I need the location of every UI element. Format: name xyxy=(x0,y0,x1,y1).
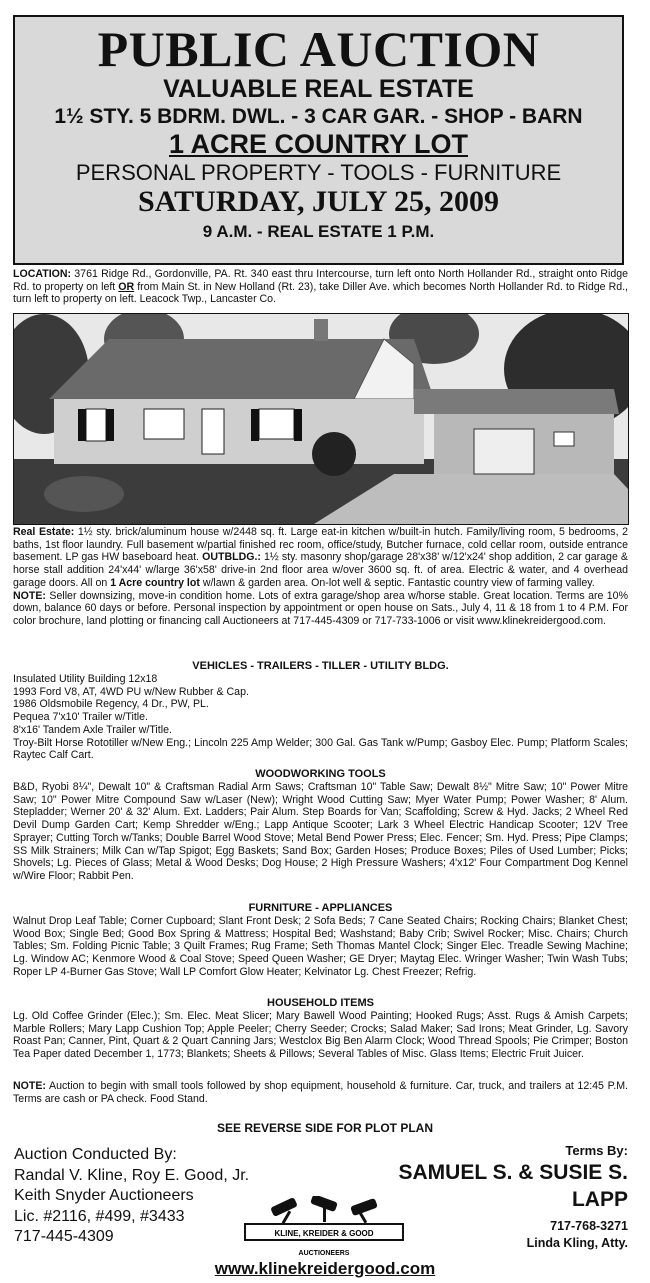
real-estate-text-a: 1½ sty. brick/aluminum house w/2448 sq. ft. Large eat-in kitchen w/built-in hutch. Family/living room, 5 bedrooms, 2 baths, 1st floor laundry. Full basement w/partial finished rec room, office/study, Butcher furnace, cold cellar room, outside entrance basement. LP gas HW baseboard heat. xyxy=(13,526,628,564)
household-heading: HOUSEHOLD ITEMS xyxy=(267,997,374,1009)
logo-sub-text: AUCTIONEERS xyxy=(298,1250,350,1257)
vehicle-line-last: Troy-Bilt Horse Rototiller w/New Eng.; Lincoln 225 Amp Welder; 300 Gal. Gas Tank w/Pump; Gasboy Elec. Pump; Platform Scales; Raytec Calf Cart. xyxy=(13,736,628,762)
vehicle-line: 1993 Ford V8, AT, 4WD PU w/New Rubber & Cap. xyxy=(13,685,249,698)
website-link[interactable]: www.klinekreidergood.com xyxy=(214,1259,436,1278)
furniture-text: Walnut Drop Leaf Table; Corner Cupboard; Slant Front Desk; 2 Sofa Beds; 7 Cane Seated Chairs; Rocking Chairs; Blanket Chest; Wood Box; Single Bed; Good Box Spring & Mattress; Hospital Bed; Washstand; Baby Crib; Swivel Rocker; Misc. Chairs; Church Tables; Sm. Folding Picnic Table; 3 Quilt Frames; Rug Frame; Seth Thomas Mantel Clock; Singer Elec. Treadle Sewing Machine; Lg. Window AC; Kenmore Wood & Coal Stove; Speed Queen Washer; GE Dryer; Maytag Elec. Wringer Washer; Twin Wash Tubs; Roper LP 4-Burner Gas Stove; Wall LP Comfort Glow Heater; Kelvinator Lg. Chest Freezer; Refrig. xyxy=(13,915,628,978)
see-reverse-note: SEE REVERSE SIDE FOR PLOT PLAN xyxy=(216,1121,434,1135)
real-estate-label: Real Estate: xyxy=(13,526,75,538)
auction-time: 9 A.M. - REAL ESTATE 1 P.M. xyxy=(202,222,435,241)
house-photo xyxy=(13,313,629,525)
acre-lot-label: 1 Acre country lot xyxy=(110,576,200,589)
vehicle-line: 1986 Oldsmobile Regency, 4 Dr., PW, PL. xyxy=(13,698,209,711)
furniture-section xyxy=(13,902,628,979)
furniture-heading: FURNITURE - APPLIANCES xyxy=(248,902,393,914)
subtitle-country-lot: 1 ACRE COUNTRY LOT xyxy=(168,129,469,159)
attorney: Linda Kling, Atty. xyxy=(526,1236,628,1250)
auctioneer-phone: 717-445-4309 xyxy=(14,1228,114,1245)
vehicle-line: Insulated Utility Building 12x18 xyxy=(13,673,158,685)
outbldg-label: OUTBLDG.: xyxy=(202,551,261,564)
subtitle-property: PERSONAL PROPERTY - TOOLS - FURNITURE xyxy=(75,160,562,185)
final-note-text: Auction to begin with small tools followed by shop equipment, household & furniture. Car, truck, and trailers at 12:45 P.M. Terms are cash or PA check. Food Stand. xyxy=(13,1080,628,1105)
seller-names: SAMUEL S. & SUSIE S. xyxy=(398,1161,628,1184)
real-estate-text-c: w/lawn & garden area. On-lot well & septic. Fantastic country view of farming valley. xyxy=(199,576,595,589)
header-banner xyxy=(13,15,624,265)
gavel-logo-icon xyxy=(243,1196,405,1258)
seller-surname: LAPP xyxy=(571,1188,628,1211)
location-text-a: 3761 Ridge Rd., Gordonville, PA. Rt. 340 east thru Intercourse, turn left onto North Hollander Rd., straight onto Ridge Rd. to property on left xyxy=(13,268,628,293)
auction-date: SATURDAY, JULY 25, 2009 xyxy=(138,185,499,218)
vehicle-line: 8'x16' Tandem Axle Trailer w/Title. xyxy=(13,723,172,736)
real-estate-paragraph xyxy=(13,526,628,628)
auction-title: PUBLIC AUCTION xyxy=(97,21,540,77)
location-text-b: from Main St. in New Holland (Rt. 23), take Diller Ave. which becomes North Hollander Rd. to Ridge Rd., turn left to property on left. Leacock Twp., Lancaster Co. xyxy=(13,280,628,306)
vehicles-heading: VEHICLES - TRAILERS - TILLER - UTILITY BLDG. xyxy=(192,660,449,672)
woodworking-section xyxy=(13,768,628,883)
conducted-by: Auction Conducted By: xyxy=(14,1146,177,1163)
final-note-label: NOTE: xyxy=(13,1080,46,1092)
seller-block xyxy=(399,1143,629,1252)
vehicles-section xyxy=(13,660,628,762)
real-estate-text-b: 1½ sty. masonry shop/garage 28'x38' w/12'x24' shop addition, 2 car garage & horse stall addition 24'x44' w/large 36'x58' drive-in 2nd floor area w/over 3600 sq. ft. of area. Electric & water, and 4 overhead garage doors. All on xyxy=(13,551,628,589)
seller-phone: 717-768-3271 xyxy=(550,1219,628,1233)
location-paragraph xyxy=(13,268,628,306)
household-section xyxy=(13,997,628,1061)
auctioneer-company: Keith Snyder Auctioneers xyxy=(14,1187,194,1204)
auctioneer-block xyxy=(14,1145,249,1248)
woodworking-heading: WOODWORKING TOOLS xyxy=(255,768,386,780)
auctioneer-names: Randal V. Kline, Roy E. Good, Jr. xyxy=(14,1166,250,1184)
household-text: Lg. Old Coffee Grinder (Elec.); Sm. Elec. Meat Slicer; Mary Bawell Wood Painting; Hooked Rugs; Asst. Rugs & Amish Carpets; Marble Rollers; Mary Lapp Cushion Top; Apple Peeler; Cherry Seeder; Crocks; Salad Maker; Sad Irons; Meat Grinder, Lg. Savory Roast Pan; Canner, Pint, Quart & 2 Quart Canning Jars; Westclox Big Ben Alarm Clock; Wood Thread Spools; Pie Crimper; Boston Tea Paper dated December 1, 1773; Blankets; Sheets & Pillows; Several Tables of Misc. Glass Items; Electric Fruit Juicer. xyxy=(13,1010,628,1061)
auctioneer-logo xyxy=(243,1196,405,1258)
note-text: Seller downsizing, move-in condition home. Lots of extra garage/shop area w/horse stable. Great location. Terms are 10% down, balance 60 days or before. Personal inspection by appointment or open house on Sats., July 4, 11 & 18 from 1 to 4 P.M. For color brochure, land plotting or financing call Auctioneers at 717-445-4309 or 717-733-1006 or visit www.klinekreidergood.com. xyxy=(13,589,628,627)
location-label: LOCATION: xyxy=(13,268,72,280)
note-label: NOTE: xyxy=(13,589,46,602)
house-illustration xyxy=(14,314,628,524)
subtitle-dwelling: 1½ STY. 5 BDRM. DWL. - 3 CAR GAR. - SHOP - BARN xyxy=(54,105,583,128)
location-or: OR xyxy=(118,280,135,293)
logo-banner-text: KLINE, KREIDER & GOOD xyxy=(274,1229,374,1238)
final-note xyxy=(13,1080,628,1105)
terms-by: Terms By: xyxy=(565,1143,628,1158)
vehicle-line: Pequea 7'x10' Trailer w/Title. xyxy=(13,711,148,724)
woodworking-text: B&D, Ryobi 8¼", Dewalt 10" & Craftsman Radial Arm Saws; Craftsman 10" Table Saw; Dewalt 8½" Mitre Saw; 10" Power Mitre Saw; 10" Power Mitre Compound Saw w/Laser (New); Wright Wood Cutting Saw; Myer Water Pump; Power Washer; 8' Alum. Stepladder; Werner 20' & 32' Alum. Ext. Ladders; Pair Alum. Step Boards for Van; Scaffolding; Screw & Hyd. Jacks; 2 Wheel Red Devil Dump Garden Cart; Kemp Shredder w/Eng.; Lapp Antique Scooter; Lark 3 Wheel Electric Handicap Scooter; 12V Tree Sprayer; Cutting Torch w/Tanks; Double Barrel Wood Stove; Metal Bend Power Press; Elec. Fencer; Sm. Hyd. Press; Pipe Clamps; SS Milk Strainers; Milk Can w/Tap Spigot; Egg Baskets; Sand Box; Garden Hoses; Produce Boxes; Piles of Used Lumber; Picks; Shovels; Lg. Pieces of Glass; Metal & Wood Desks; Dog House; 2 High Pressure Washers; 4'x12' Four Compartment Dog Kennel w/Wire Floor; Rabbit Pen. xyxy=(13,781,628,882)
subtitle-real-estate: VALUABLE REAL ESTATE xyxy=(163,75,474,103)
license-numbers: Lic. #2116, #499, #3433 xyxy=(14,1207,185,1225)
